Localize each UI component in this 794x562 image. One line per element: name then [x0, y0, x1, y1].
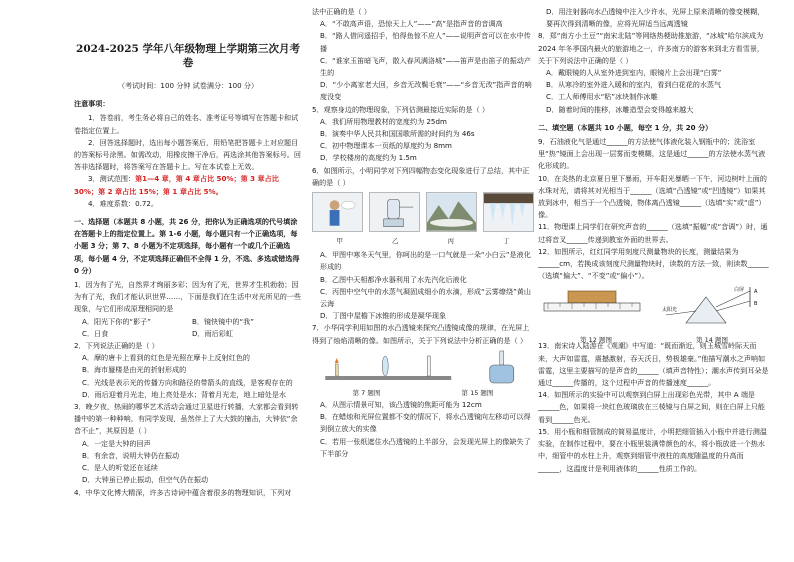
- q1-option-d: D．雨后彩虹: [192, 328, 233, 338]
- fig-mountain-cloud-image: [426, 192, 477, 232]
- ruler-block: [568, 291, 616, 303]
- scope-detail: 第1—4 章，第 4 章占比 50%；第 3 章占比 30%；第 2 章占比 15%；第 1 章占比 5%。: [74, 174, 279, 196]
- question-3: 3．晚夕夜，热闹的哪华艺术活动会通过卫星进行转播，大家都会看到转播中的第一种种响，有同学发现，虽然伴上了大大鼓的撞击，大钟依“余音不止”，其原因是（ ）: [74, 402, 299, 436]
- q2-option-b: B．海市蜃楼是由光的折射形成的: [82, 365, 187, 375]
- question-5: 5．观察身边的物理现象，下列估测最接近实际的是（ ）: [312, 104, 490, 114]
- question-12: 12．如图所示，红红同学用刻度尺测量物块的长度，测量结果为______cm，若换成该刻度尺测量物块时，读数的方法一致，则读数______（选填“偏大”、“不变”或“偏小”）。: [538, 246, 769, 281]
- scope-label: 3．测试范围：: [88, 174, 136, 184]
- q4-option-d: D．“少小离家老大回，乡音无改鬓毛衰”——“乡音无改”指声音的响度没变: [320, 80, 532, 102]
- q1-options-row-1: [74, 316, 302, 328]
- question-15: 15．用小瓶和细管制成的简易温度计，小明把细管插入小瓶中并进行测温实验，在制作过程中，要在小瓶里装满带颜色的水，将小瓶放进一个热水中，细管中的水柱上升，观察到细管中液柱的高度随温度的升高而______，这温度计是利用液体的______性质工作的。: [538, 426, 767, 473]
- fig-label-jia: 甲: [336, 237, 343, 246]
- notice-item-2: 2．回答选择题时，选出每小题答案后，用铅笔把答题卡上对应题目的答案标号涂黑。如需改动，用橡皮擦干净后，再选涂其他答案标号。回答非选择题时，将答案写在答题卡上。写在本试卷上无效。: [74, 137, 301, 172]
- section-1-heading: 一、选择题（本题共 8 小题，共 26 分，把你认为正确选项的代号填涂在答题卡上的指定位置上。第 1-6 小题，每小题只有一个正确选项，每小题 3 分；第 7、8 小题为不定项选择，每小题有一个或几个正确选项，每小题 4 分，不定项选择正确但不全得 1 分，不选、多选或错选得 0 分）: [74, 217, 300, 275]
- notice-heading: 注意事项：: [74, 99, 110, 109]
- q7-option-d: D．用注射器向水凸透镜中注入少许水，光屏上原来清晰的像变模糊，要再次得到清晰的像，应将光屏适当远离透镜: [546, 7, 765, 29]
- column-2: [312, 6, 534, 460]
- q4-option-c: C．“谁家玉笛暗飞声，散入春风满洛城”——笛声是由笛子的振动产生的: [320, 55, 531, 78]
- question-1: 1．因为有了光，自然界才绚丽多彩；因为有了光，世界才生机勃勃；因为有了光，我们才能认识世界……，下面是我们在生活中对光所见的一些现象，与它们形成原理相同的是: [74, 280, 301, 314]
- question-7: 7．小华同学利用如图的水凸透镜来探究凸透镜成像的规律，在光屏上得到了烛焰清晰的像。如图所示，关于下列说法中分析正确的是（ ）: [312, 323, 530, 345]
- q1-options-row-2: [74, 328, 302, 340]
- q12-q14-figures: [538, 285, 770, 344]
- q1-option-c: C．日食: [82, 328, 109, 338]
- q5-option-b: B．演奏中华人民共和国国歌所需的时间约为 46s: [320, 129, 475, 139]
- notice-item-4: 4．难度系数：0.72。: [88, 198, 158, 208]
- q4-option-a: A．“不敢高声语，恐惊天上人”——“高”是指声音的音调高: [320, 19, 503, 29]
- q6-option-c: C．丙图中空气中的水蒸气凝固成细小的水滴，形成“云雾缭绕”黄山云海: [320, 286, 531, 309]
- fig-breath-image: [312, 192, 363, 232]
- q7-option-b: B．在蜡烛和光屏位置都不变的情况下，将水凸透镜向左移动可以得到倒立放大的实像: [320, 412, 531, 434]
- exam-info: （考试时间：100 分钟 试卷满分：100 分）: [117, 81, 259, 90]
- label-b: B: [754, 301, 758, 308]
- q3-option-a: A．一定是大钟的回声: [82, 438, 151, 448]
- q6-option-b: B．乙图中天相都净水器利用了水先汽化后液化: [320, 274, 467, 284]
- ruler-body: [544, 303, 640, 311]
- fig-label-bing: 丙: [447, 237, 454, 246]
- q2-option-c: C．光线是表示光的传播方向和路径的带箭头的直线，是客观存在的: [82, 377, 293, 387]
- column-1: [74, 6, 302, 499]
- caption-fig12: 第 12 题图: [580, 335, 612, 344]
- label-a: A: [754, 289, 758, 296]
- q2-option-a: A．摩的唐卡上看到的红色是光照在摩卡上反射红色的: [82, 353, 251, 363]
- label-sunlight: 太阳光: [662, 307, 678, 314]
- fig-bottle-thermometer: [470, 350, 534, 384]
- q12-q14-captions: [538, 334, 770, 346]
- q8-option-c: C．工人师傅用水“粘”冰块制作冰雕: [546, 92, 658, 102]
- q7-option-a: A．从图示情景可知，该凸透镜的焦距可能为 12cm: [320, 400, 482, 410]
- question-11: 11．物理课上同学们在研究声音的______（选填“振幅”或“音调”）时，通过将音叉______传递到教室外面的世界去。: [538, 222, 768, 244]
- q3-option-d: D．大钟虽已停止振动，但空气仍在振动: [82, 475, 209, 485]
- q8-option-a: A．戴眼镜的人从室外进到室内，眼镜片上会出现“白雾”: [546, 68, 722, 78]
- q6-figure-labels: [312, 235, 534, 247]
- q4-option-b: B．“路人借问遥招手，怕得鱼惊不应人”——说明声音可以在水中传播: [320, 31, 531, 53]
- column-3: [538, 6, 770, 475]
- q6-figures: [312, 192, 534, 232]
- q8-option-d: D．随着时间的推移，冰雕造型会变得越来越大: [546, 104, 694, 114]
- question-4-start: 4．中华文化博大精深，许多古诗词中蕴含着很多的物理知识，下列对: [74, 487, 292, 497]
- q3-option-b: B．有余音，说明大钟仍在振动: [82, 450, 180, 460]
- q1-option-b: B．镜快镜中的“我”: [192, 316, 254, 326]
- caption-fig7: 第 7 题图: [352, 388, 381, 397]
- fig-icicles-image: [483, 192, 534, 232]
- q6-option-d: D．丁图中屋檐下冰锥的形成是凝华现象: [320, 311, 447, 321]
- question-10: 10．在炎热的北京夏日里下暴雨，开车阳光暴晒一下午，河边树叶上面的水珠对光，请将其对光相当于______（选填“凸透镜”或“凹透镜”）如果其放到冰中，相当于一个凸透镜，物体离凸透镜______（选填“实”或“虚”）像。: [538, 173, 767, 220]
- q7-option-c: C．若用一张纸遮住水凸透镜的上半部分，会发现光屏上的像缺失了下半部分: [320, 436, 531, 458]
- caption-fig14: 第 14 题图: [696, 335, 728, 344]
- q5-option-a: A．我们所用物理教材的宽度约为 25dm: [320, 116, 447, 126]
- q5-option-c: C．初中物理课本一页纸的厚度约为 8mm: [320, 141, 452, 151]
- notice-item-3: [74, 173, 302, 197]
- q1-option-a: A．阳光下你的“影子”: [82, 316, 151, 326]
- ray-b: [716, 301, 750, 311]
- caption-fig15: 第 15 题图: [461, 388, 494, 397]
- section-2-heading: 二、填空题（本题共 10 小题，每空 1 分，共 20 分）: [538, 122, 713, 132]
- q5-option-d: D．学校楼房的高度约为 1.5m: [320, 153, 417, 163]
- q7-figures: [312, 350, 534, 384]
- label-white-screen: 白屏: [734, 287, 745, 294]
- question-14: 14．如图所示的实验中可以观察到白屏上出现彩色光带，其中 A 端是______色，如果将一块红色玻璃放在三棱镜与白屏之间，则在白屏上只能看到______色光。: [538, 390, 765, 424]
- q6-option-a: A．甲图中寒冬天气里，你呵出的是一口气就是一朵“小白云”是液化形成的: [320, 250, 531, 272]
- q8-option-b: B．从寒冷的室外进入暖和的室内，看到白花花的水蒸气: [546, 80, 722, 90]
- question-13: 13．南宋诗人陆游在《观潮》中写道：“既而渐近，则玉城雪岭际天而来，大声如雷霆，震撼激射，吞天沃日，势极雄豪。”他描写潮水之声响如雷霆，这里主要描写的是声音的______（填声音特性）；潮水声传到耳朵是通过______传播的，这个过程中声音的传播速度______。: [538, 341, 769, 388]
- question-6: 6．如图所示，小明同学对下列四幅物态变化现象进行了总结，其中正确的是（ ）: [312, 165, 530, 187]
- notice-item-1: 1．答卷前，考生务必将自己的姓名、准考证号等填写在答题卡和试卷指定位置上。: [74, 113, 299, 135]
- exam-title: 2024-2025 学年八年级物理上学期第三次月考卷: [76, 43, 300, 69]
- question-4-cont: 法中正确的是（ ）: [312, 7, 372, 16]
- q2-option-d: D．雨后迎着月光走，地上亮处是水；背着月光走，地上暗处是水: [82, 389, 287, 399]
- ray-a: [716, 291, 750, 307]
- question-9: 9．石油液化气是通过______的方法使气体液化装入钢瓶中的；洗浴室里“热”镜面上会出现一层雾而变模糊，这是通过______的方法使水蒸气液化形成的。: [538, 137, 766, 171]
- question-8: 8．郑“南方小土豆”“南宋北陆”等网络热梗助推旅游，“冰城”哈尔滨成为 2024 年冬季国内最火的旅游地之一，许多南方的游客来到北方看雪景，关于下列说法中正确的是（ ）: [538, 31, 765, 65]
- figures-svg: [538, 285, 770, 329]
- q3-option-c: C．是人的听觉还在延续: [82, 463, 158, 473]
- question-2: 2．下列说法正确的是（ ）: [74, 341, 159, 351]
- fig-label-ding: 丁: [503, 237, 510, 246]
- fig-optical-bench: [312, 350, 464, 384]
- fig-distiller-image: [369, 192, 420, 232]
- q7-figure-captions: [312, 387, 534, 399]
- fig-label-yi: 乙: [392, 237, 399, 246]
